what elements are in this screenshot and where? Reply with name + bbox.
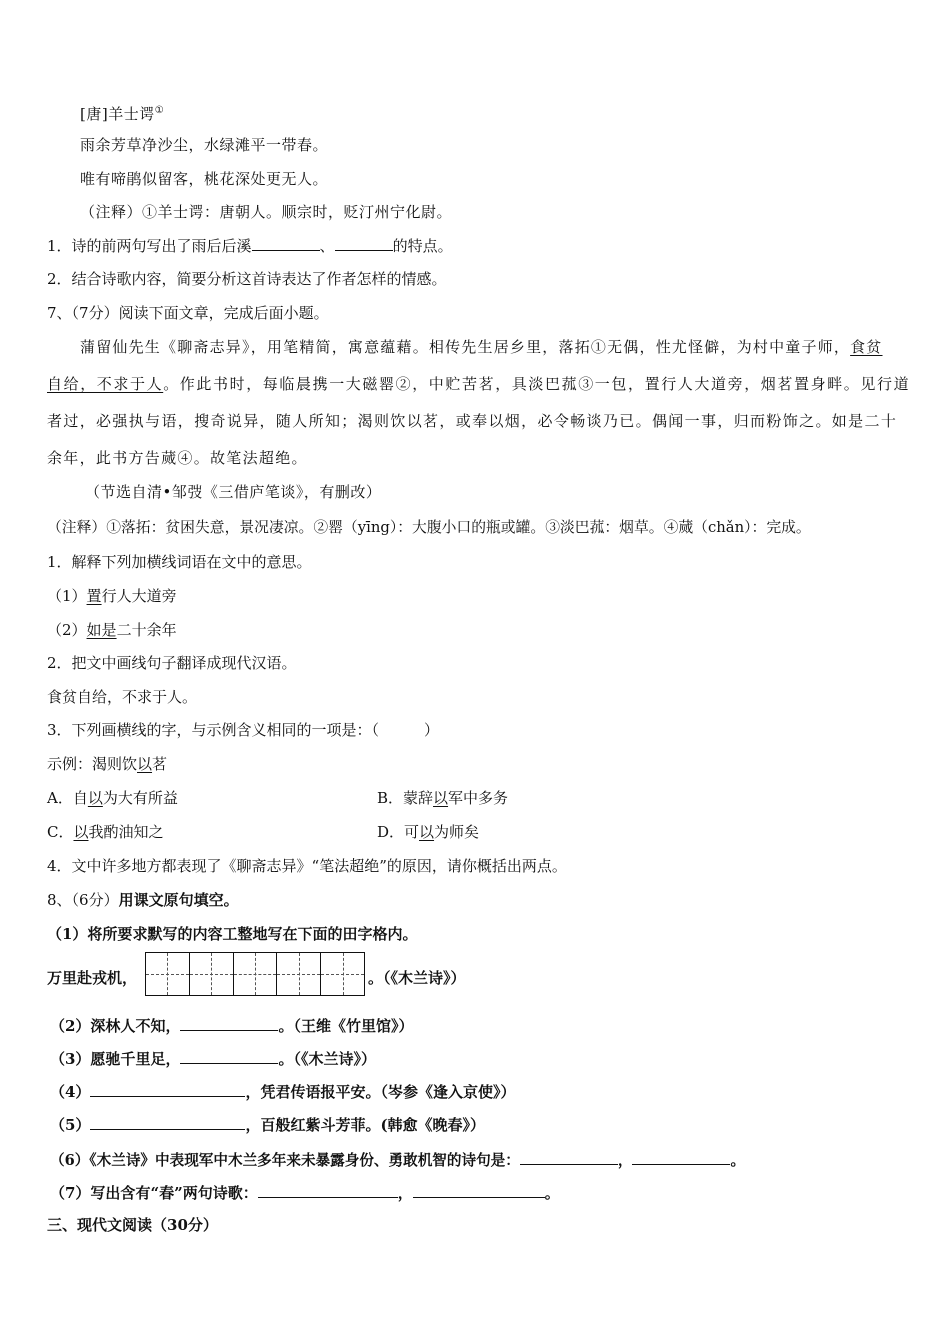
q7-option-b[interactable]: B．蒙辞以军中多务 [377, 789, 509, 807]
q8-sub-7: （7）写出含有“春”两句诗歌： ， 。 [50, 1184, 560, 1202]
q7-sub-3-example: 示例：渴则饮以茗 [47, 755, 168, 773]
q8-sub-6: （6）《木兰诗》中表现军中木兰多年来未暴露身份、勇敢机智的诗句是： ， 。 [50, 1149, 745, 1171]
q6-question-2: 2．结合诗歌内容，简要分析这首诗表达了作者怎样的情感。 [47, 270, 447, 288]
q8-sub-5: （5） ，百般红紫斗芳菲。(韩愈《晚春》） [50, 1116, 486, 1134]
grid-cell[interactable] [190, 953, 234, 995]
q7-option-a[interactable]: A．自以为大有所益 [47, 789, 178, 807]
tianzige-grid[interactable] [145, 952, 365, 996]
q7-note: （注释）①落拓：贫困失意，景况凄凉。②罂（yīng）：大腹小口的瓶或罐。③淡巴菰：烟草。④蒇（chǎn）：完成。 [47, 519, 811, 536]
grid-cell[interactable] [234, 953, 278, 995]
q7-sub-2-sentence: 食贫自给，不求于人。 [47, 688, 198, 706]
q7-sub-2: 2．把文中画线句子翻译成现代汉语。 [47, 654, 297, 672]
q6-question-1: 1．诗的前两句写出了雨后后溪 、 的特点。 [47, 237, 453, 255]
q7-title: 7、（7分）阅读下面文章，完成后面小题。 [47, 304, 329, 322]
q7-source: （节选自清•邹弢《三借庐笔谈》，有删改） [85, 483, 382, 501]
poem-line-2: 唯有啼鹃似留客，桃花深处更无人。 [80, 170, 329, 188]
q7-sub-1-item-1: （1）置行人大道旁 [47, 587, 177, 605]
grid-cell[interactable] [321, 953, 364, 995]
poem-author-line: [唐]羊士谔① [80, 105, 165, 123]
q7-sub-4: 4．文中许多地方都表现了《聊斋志异》“笔法超绝”的原因，请你概括出两点。 [47, 857, 567, 875]
q7-sub-3: 3．下列画横线的字，与示例含义相同的一项是：（ ） [47, 721, 440, 739]
poem-note: （注释）①羊士谔：唐朝人。顺宗时，贬汀州宁化尉。 [80, 203, 453, 221]
poem-line-1: 雨余芳草净沙尘，水绿滩平一带春。 [80, 136, 329, 154]
grid-cell[interactable] [277, 953, 321, 995]
q8-sub-3: （3）愿驰千里足， 。（《木兰诗》） [50, 1050, 376, 1068]
grid-cell[interactable] [146, 953, 190, 995]
q8-sub-4: （4） ，凭君传语报平安。（岑参《逢入京使》） [50, 1083, 516, 1101]
q7-option-c[interactable]: C．以我酌油知之 [47, 823, 164, 841]
q8-title: 8、（6分）用课文原句填空。 [47, 891, 239, 909]
q7-sub-1-item-2: （2）如是二十余年 [47, 621, 177, 639]
q8-grid-prefix: 万里赴戎机， [47, 969, 138, 987]
q7-passage-line-2: 自给，不求于人。作此书时，每临晨携一大磁罂②，中贮苦茗，具淡巴菰③一包，置行人大道旁，烟茗置身畔。见行道 [47, 375, 911, 393]
q7-passage-line-1: 蒲留仙先生《聊斋志异》，用笔精简，寓意蕴藉。相传先生居乡里，落拓①无偶，性尤怪僻，为村中童子师，食贫 [80, 338, 883, 356]
q7-sub-1: 1．解释下列加横线词语在文中的意思。 [47, 553, 312, 571]
q8-grid-suffix: 。（《木兰诗》） [368, 969, 466, 987]
section-3-heading: 三、现代文阅读（30分） [47, 1216, 218, 1234]
q7-option-d[interactable]: D．可以为师矣 [377, 823, 480, 841]
q8-sub-2: （2）深林人不知， 。（王维《竹里馆》） [50, 1017, 414, 1035]
q7-passage-line-4: 余年，此书方告蒇④。故笔法超绝。 [47, 449, 308, 467]
q8-sub-1: （1）将所要求默写的内容工整地写在下面的田字格内。 [47, 925, 418, 943]
q7-passage-line-3: 者过，必强执与语，搜奇说异，随人所知；渴则饮以茗，或奉以烟，必令畅谈乃已。偶闻一事，归而粉饰之。如是二十 [47, 412, 898, 430]
